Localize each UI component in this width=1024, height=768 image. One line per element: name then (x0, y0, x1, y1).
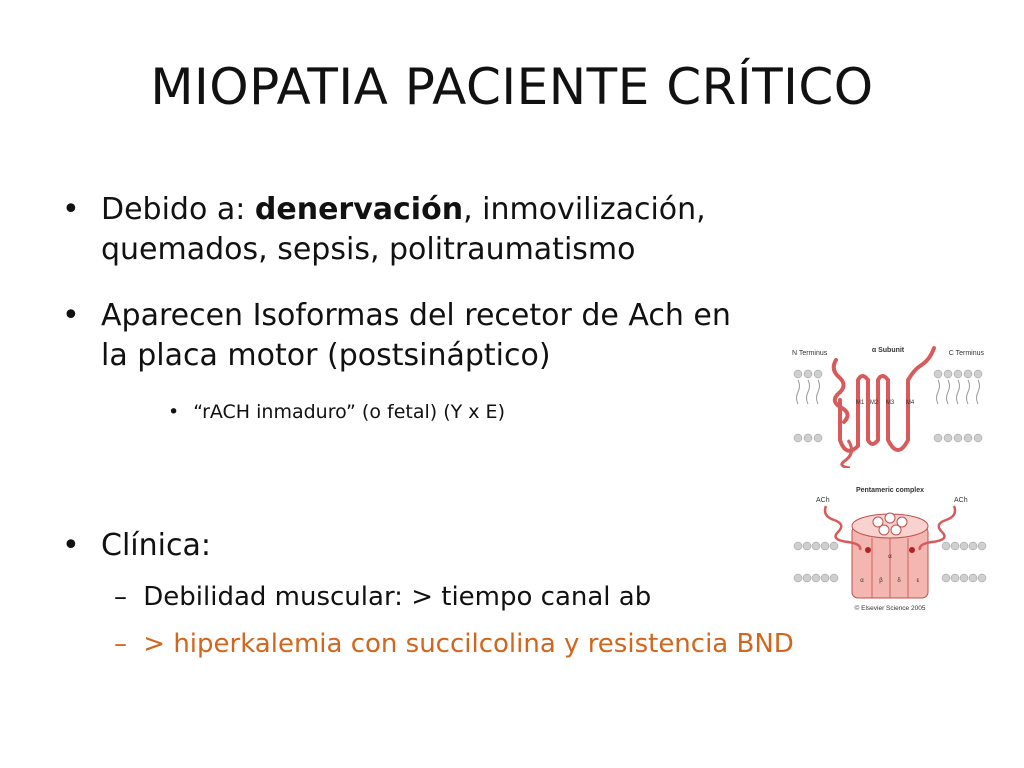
dash-text: Debilidad muscular: > tiempo canal ab (143, 582, 652, 612)
bullet-line1: Aparecen Isoformas del recetor de Ach en (101, 298, 731, 333)
copyright-text: © Elsevier Science 2005 (854, 605, 926, 612)
bullet-line2: quemados, sepsis, politraumatismo (101, 232, 636, 267)
segment-m3: M3 (885, 400, 895, 406)
subunit-label-5: α (888, 554, 892, 560)
bullet-rest: , inmovilización, (463, 192, 706, 227)
bullet-line2: la placa motor (postsináptico) (101, 338, 551, 373)
dash-marker: – (114, 582, 127, 612)
bullet-prefix: Debido a: (101, 192, 255, 227)
bullet-text (101, 190, 706, 230)
pentameric-complex-figure (790, 482, 990, 614)
bullet-marker: • (62, 528, 80, 563)
alpha-subunit-figure (788, 340, 988, 468)
subunit-label-4: ε (916, 578, 920, 584)
c-terminus-label: C Terminus (948, 350, 984, 357)
segment-m2: M2 (869, 400, 879, 406)
dash-marker: – (114, 629, 127, 659)
subunit-label-2: β (879, 578, 883, 584)
subunit-label-1: α (860, 578, 864, 584)
bullet-marker: • (62, 192, 80, 227)
bullet-line1: Clínica: (101, 528, 211, 563)
sub-bullet-text: “rACH inmaduro” (o fetal) (Y x E) (193, 401, 505, 423)
ach-right-label: ACh (954, 497, 968, 504)
segment-m1: M1 (855, 400, 865, 406)
ach-left-label: ACh (816, 497, 830, 504)
dash-text: > hiperkalemia con succilcolina y resistencia BND (143, 629, 794, 659)
sub-bullet-weakness (114, 580, 651, 614)
n-terminus-label: N Terminus (792, 350, 828, 357)
slide-title: MIOPATIA PACIENTE CRÍTICO (150, 58, 874, 116)
sub-bullet-rach (168, 400, 505, 424)
bullet-bold-term: denervación (254, 192, 464, 227)
subunit-title: α Subunit (871, 347, 905, 354)
sub-bullet-hyperkalemia (114, 627, 794, 661)
bullet-marker: • (62, 298, 80, 333)
pentamer-title: Pentameric complex (855, 487, 925, 494)
segment-m4: M4 (905, 400, 915, 406)
sub-bullet-marker: • (168, 401, 180, 423)
subunit-label-3: δ (897, 578, 901, 584)
